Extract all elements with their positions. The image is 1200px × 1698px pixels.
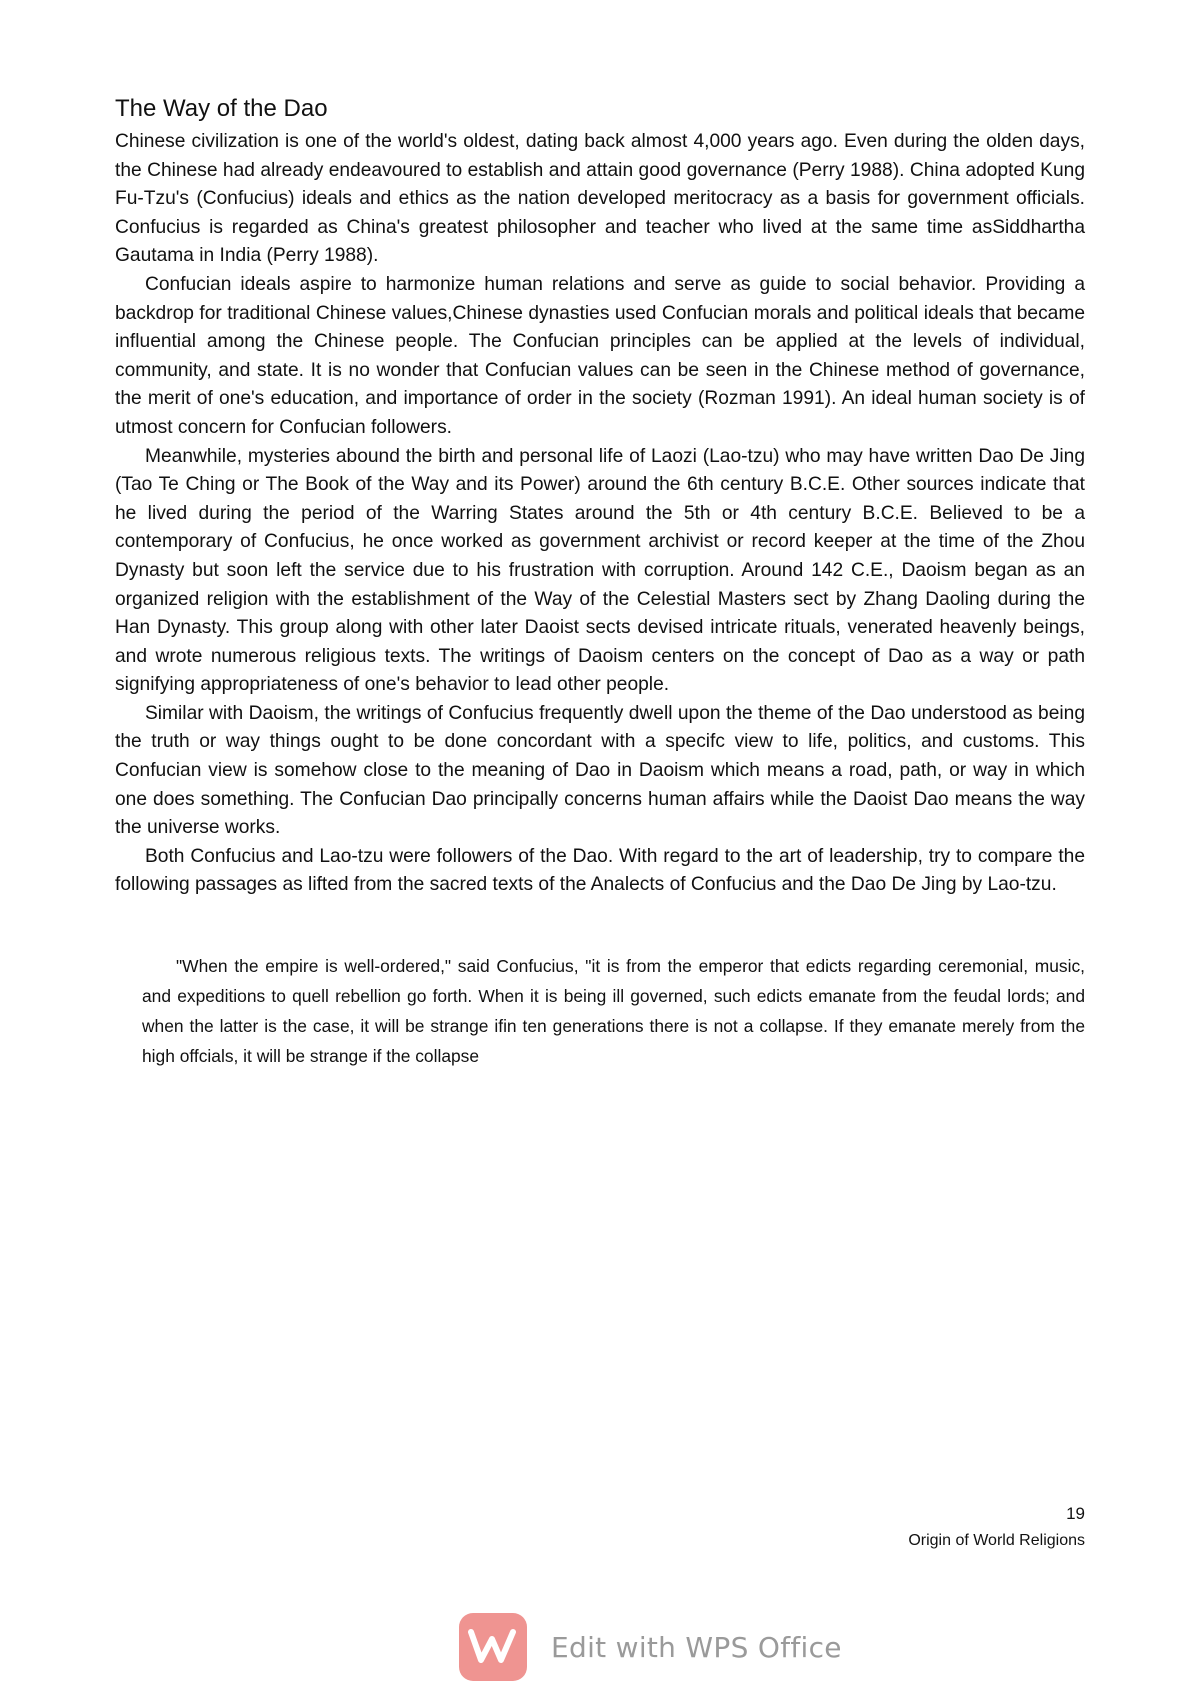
page-number: 19 bbox=[1066, 1504, 1085, 1523]
paragraph-1: Chinese civilization is one of the world's oldest, dating back almost 4,000 years ago. Even during the olden days, the Chinese had already endeavoured to establish and attain good governance (Perry 1988). China adopted Kung Fu-Tzu's (Confucius) ideals and ethics as the nation developed meritocracy as a basis for government officials. Confucius is regarded as China's greatest philosopher and teacher who lived at the same time asSiddhartha Gautama in India (Perry 1988). bbox=[115, 131, 1085, 267]
wps-watermark-label: Edit with WPS Office bbox=[551, 1630, 842, 1664]
section-title: The Way of the Dao bbox=[115, 95, 328, 122]
block-quote: "When the empire is well-ordered," said Confucius, "it is from the emperor that edicts regarding ceremonial, music, and expeditions to quell rebellion go forth. When it is being ill governed, such edicts emanate from the feudal lords; and when the latter is the case, it will be strange ifin ten generations there is not a collapse. If they emanate merely from the high offcials, it will be strange if the collapse bbox=[142, 956, 1085, 1066]
paragraph-3: Meanwhile, mysteries abound the birth and personal life of Laozi (Lao-tzu) who may have written Dao De Jing (Tao Te Ching or The Book of the Way and its Power) around the 6th century B.C.E. Other sources indicate that he lived during the period of the Warring States around the 5th or 4th century B.C.E. Believed to be a contemporary of Confucius, he once worked as government archivist or record keeper at the time of the Zhou Dynasty but soon left the service due to his frustration with corruption. Around 142 C.E., Daoism began as an organized religion with the establishment of the Way of the Celestial Masters sect by Zhang Daoling during the Han Dynasty. This group along with other later Daoist sects devised intricate rituals, venerated heavenly beings, and wrote numerous religious texts. The writings of Daoism centers on the concept of Dao as a way or path signifying appropriateness of one's behavior to lead other people. bbox=[115, 445, 1085, 696]
wps-watermark[interactable] bbox=[459, 1612, 842, 1682]
main-content bbox=[115, 92, 1085, 900]
running-footer-title: Origin of World Religions bbox=[908, 1532, 1085, 1549]
wps-w-glyph-icon bbox=[468, 1627, 518, 1667]
wps-logo-icon bbox=[459, 1613, 527, 1681]
paragraph-5: Both Confucius and Lao-tzu were followers of the Dao. With regard to the art of leadership, try to compare the following passages as lifted from the sacred texts of the Analects of Confucius and the Dao De Jing by Lao-tzu. bbox=[115, 845, 1085, 896]
paragraph-2: Confucian ideals aspire to harmonize human relations and serve as guide to social behavior. Providing a backdrop for traditional Chinese values,Chinese dynasties used Confucian morals and political ideals that became influential among the Chinese people. The Confucian principles can be applied at the levels of individual, community, and state. It is no wonder that Confucian values can be seen in the Chinese method of governance, the merit of one's education, and importance of order in the society (Rozman 1991). An ideal human society is of utmost concern for Confucian followers. bbox=[115, 273, 1085, 438]
paragraph-4: Similar with Daoism, the writings of Confucius frequently dwell upon the theme of the Dao understood as being the truth or way things ought to be done concordant with a specifc view to life, politics, and customs. This Confucian view is somehow close to the meaning of Dao in Daoism which means a road, path, or way in which one does something. The Confucian Dao principally concerns human affairs while the Daoist Dao means the way the universe works. bbox=[115, 702, 1085, 839]
